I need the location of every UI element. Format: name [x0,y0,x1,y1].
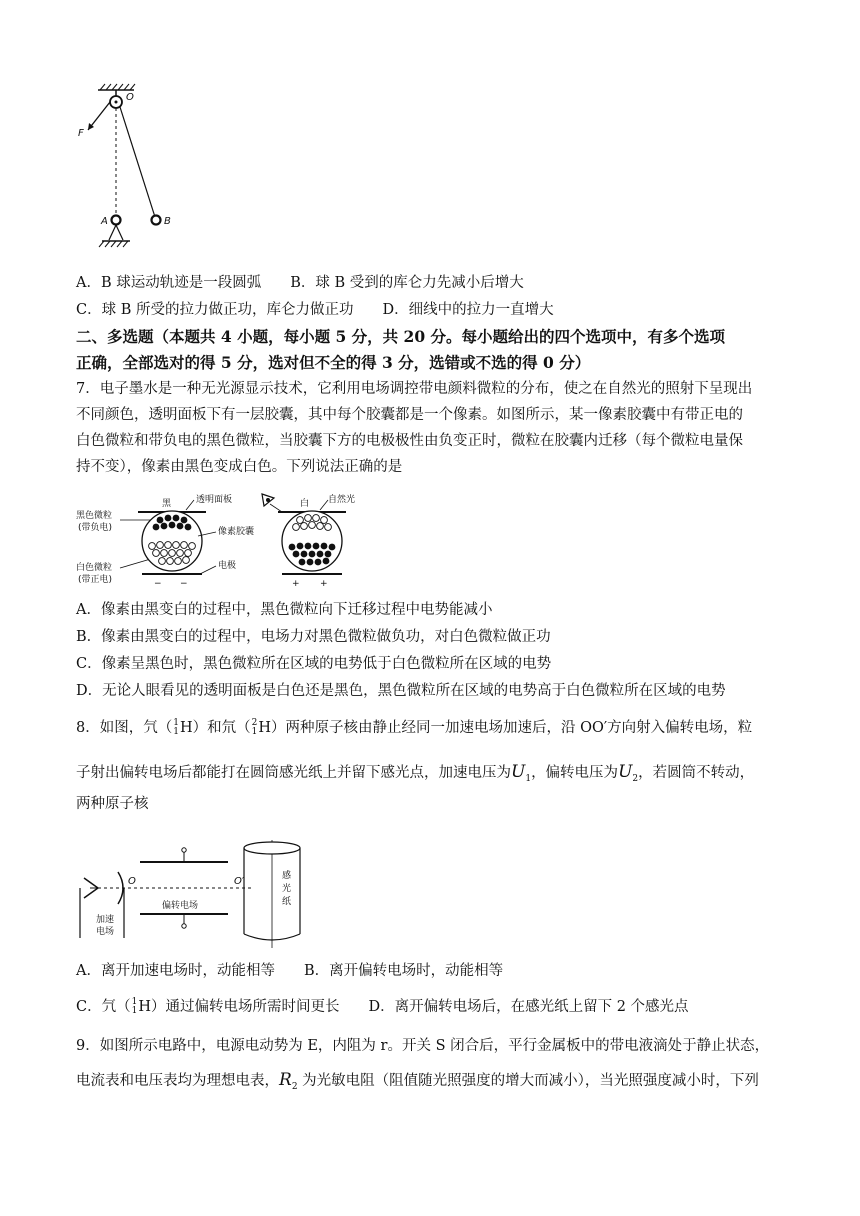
label-capsule: 像素胶囊 [218,527,255,537]
q7-electronic-ink-figure [76,490,376,590]
q8-stem2-part-a: 子射出偏转电场后都能打在圆筒感光纸上并留下感光点，加速电压为 [76,765,511,781]
r2-symbol: R [279,1070,292,1090]
q9-line2-part-b: 为光敏电阻（阻值随光照强度的增大而减小），当光照强度减小时，下列 [297,1073,759,1089]
q8-stem-part-c: H）两种原子核由静止经同一加速电场加速后，沿 OO′方向射入偏转电场，粒 [258,720,753,736]
h2-charge-number: 1 [251,727,258,737]
q6-options-cd: C．球 B 所受的拉力做正功，库仑力做正功 D．细线中的拉力一直增大 [76,302,554,318]
label-minus-1: − [154,579,162,589]
q8-deflection-figure [76,838,306,948]
q9-line2-part-a: 电流表和电压表均为理想电表， [76,1073,279,1089]
label-plus-1: + [292,579,300,589]
q6-pendulum-figure [76,84,186,264]
section2-heading-line2: 正确，全部选对的得 5 分，选对但不全的得 3 分，选错或不选的得 0 分） [76,353,591,372]
label-O-prime: O′ [234,876,245,887]
q8-optc-part-b: H）通过偏转电场所需时间更长 D．离开偏转电场后，在感光纸上留下 2 个感光点 [138,999,689,1015]
section2-heading-line1: 二、多选题（本题共 4 小题，每小题 5 分，共 20 分。每小题给出的四个选项中，有多个选项 [76,327,726,346]
q8-stem-part-b: H）和氘（ [179,720,251,736]
label-paper-1: 感 [282,871,292,881]
q9-stem-line1: 9．如图所示电路中，电源电动势为 E，内阻为 r。开关 S 闭合后，平行金属板中的带电液滴处于静止状态， [76,1038,770,1054]
r2-subscript: 2 [291,1081,298,1092]
label-black-charge: (带负电) [78,523,113,533]
label-accel-2: 电场 [96,927,115,937]
label-minus-2: − [180,579,188,589]
label-white-charge: (带正电) [78,575,113,585]
label-A: A [101,216,108,227]
u1-symbol: U [511,762,526,782]
label-natural-light: 自然光 [328,495,356,505]
q7-stem-line2: 不同颜色，透明面板下有一层胶囊，其中每个胶囊都是一个像素。如图所示，某一像素胶囊中有带正电的 [76,407,743,423]
q8-stem-part-a: 8．如图，氕（ [76,720,173,736]
label-black: 黑 [162,499,172,509]
label-deflection-field: 偏转电场 [162,901,199,911]
q7-stem-line4: 持不变），像素由黑色变成白色。下列说法正确的是 [76,459,403,475]
u2-symbol: U [618,762,633,782]
label-paper-3: 纸 [282,897,292,907]
label-paper-2: 光 [282,884,292,894]
q7-option-a: A．像素由黑变白的过程中，黑色微粒向下迁移过程中电势能减小 [76,602,493,618]
label-white: 白 [300,499,310,509]
label-white-particle: 白色微粒 [76,563,113,573]
q7-stem-line3: 白色微粒和带负电的黑色微粒，当胶囊下方的电极极性由负变正时，微粒在胶囊内迁移（每个微粒电量保 [76,433,743,449]
q8-stem-line2 [76,762,754,789]
label-accel-1: 加速 [96,915,115,925]
q7-stem-line1: 7．电子墨水是一种无光源显示技术，它利用电场调控带电颜料微粒的分布，使之在自然光的照射下呈现出 [76,381,753,397]
q8-options-cd [76,997,689,1017]
q8-options-ab: A．离开加速电场时，动能相等 B．离开偏转电场时，动能相等 [76,963,504,979]
label-O: O [128,876,136,887]
optc-charge-number: 1 [131,1006,138,1016]
q9-stem-line2 [76,1070,759,1097]
q7-option-c: C．像素呈黑色时，黑色微粒所在区域的电势低于白色微粒所在区域的电势 [76,656,552,672]
h1-charge-number: 1 [173,727,179,737]
optc-mass-number: 1 [131,997,138,1007]
label-O: O [126,92,134,103]
h2-mass-number: 2 [251,718,258,728]
q8-stem-line3: 两种原子核 [76,796,149,812]
u2-subscript: 2 [632,773,639,784]
label-B: B [164,216,171,227]
q7-option-d: D．无论人眼看见的透明面板是白色还是黑色，黑色微粒所在区域的电势高于白色微粒所在区域的电势 [76,683,726,699]
label-plus-2: + [320,579,328,589]
q8-optc-part-a: C．氕（ [76,999,131,1015]
label-black-particle: 黑色微粒 [76,511,113,521]
q8-stem-line1 [76,718,752,738]
q7-option-b: B．像素由黑变白的过程中，电场力对黑色微粒做负功，对白色微粒做正功 [76,629,551,645]
label-F: F [78,128,84,139]
q8-stem2-part-b: ，偏转电压为 [531,765,619,781]
h1-mass-number: 1 [173,718,179,728]
q6-options-ab: A．B 球运动轨迹是一段圆弧 B．球 B 受到的库仑力先减小后增大 [76,275,524,291]
label-electrode: 电极 [218,561,237,571]
u1-subscript: 1 [525,773,532,784]
label-panel: 透明面板 [196,495,233,505]
q8-stem2-part-c: ，若圆筒不转动， [638,765,755,781]
